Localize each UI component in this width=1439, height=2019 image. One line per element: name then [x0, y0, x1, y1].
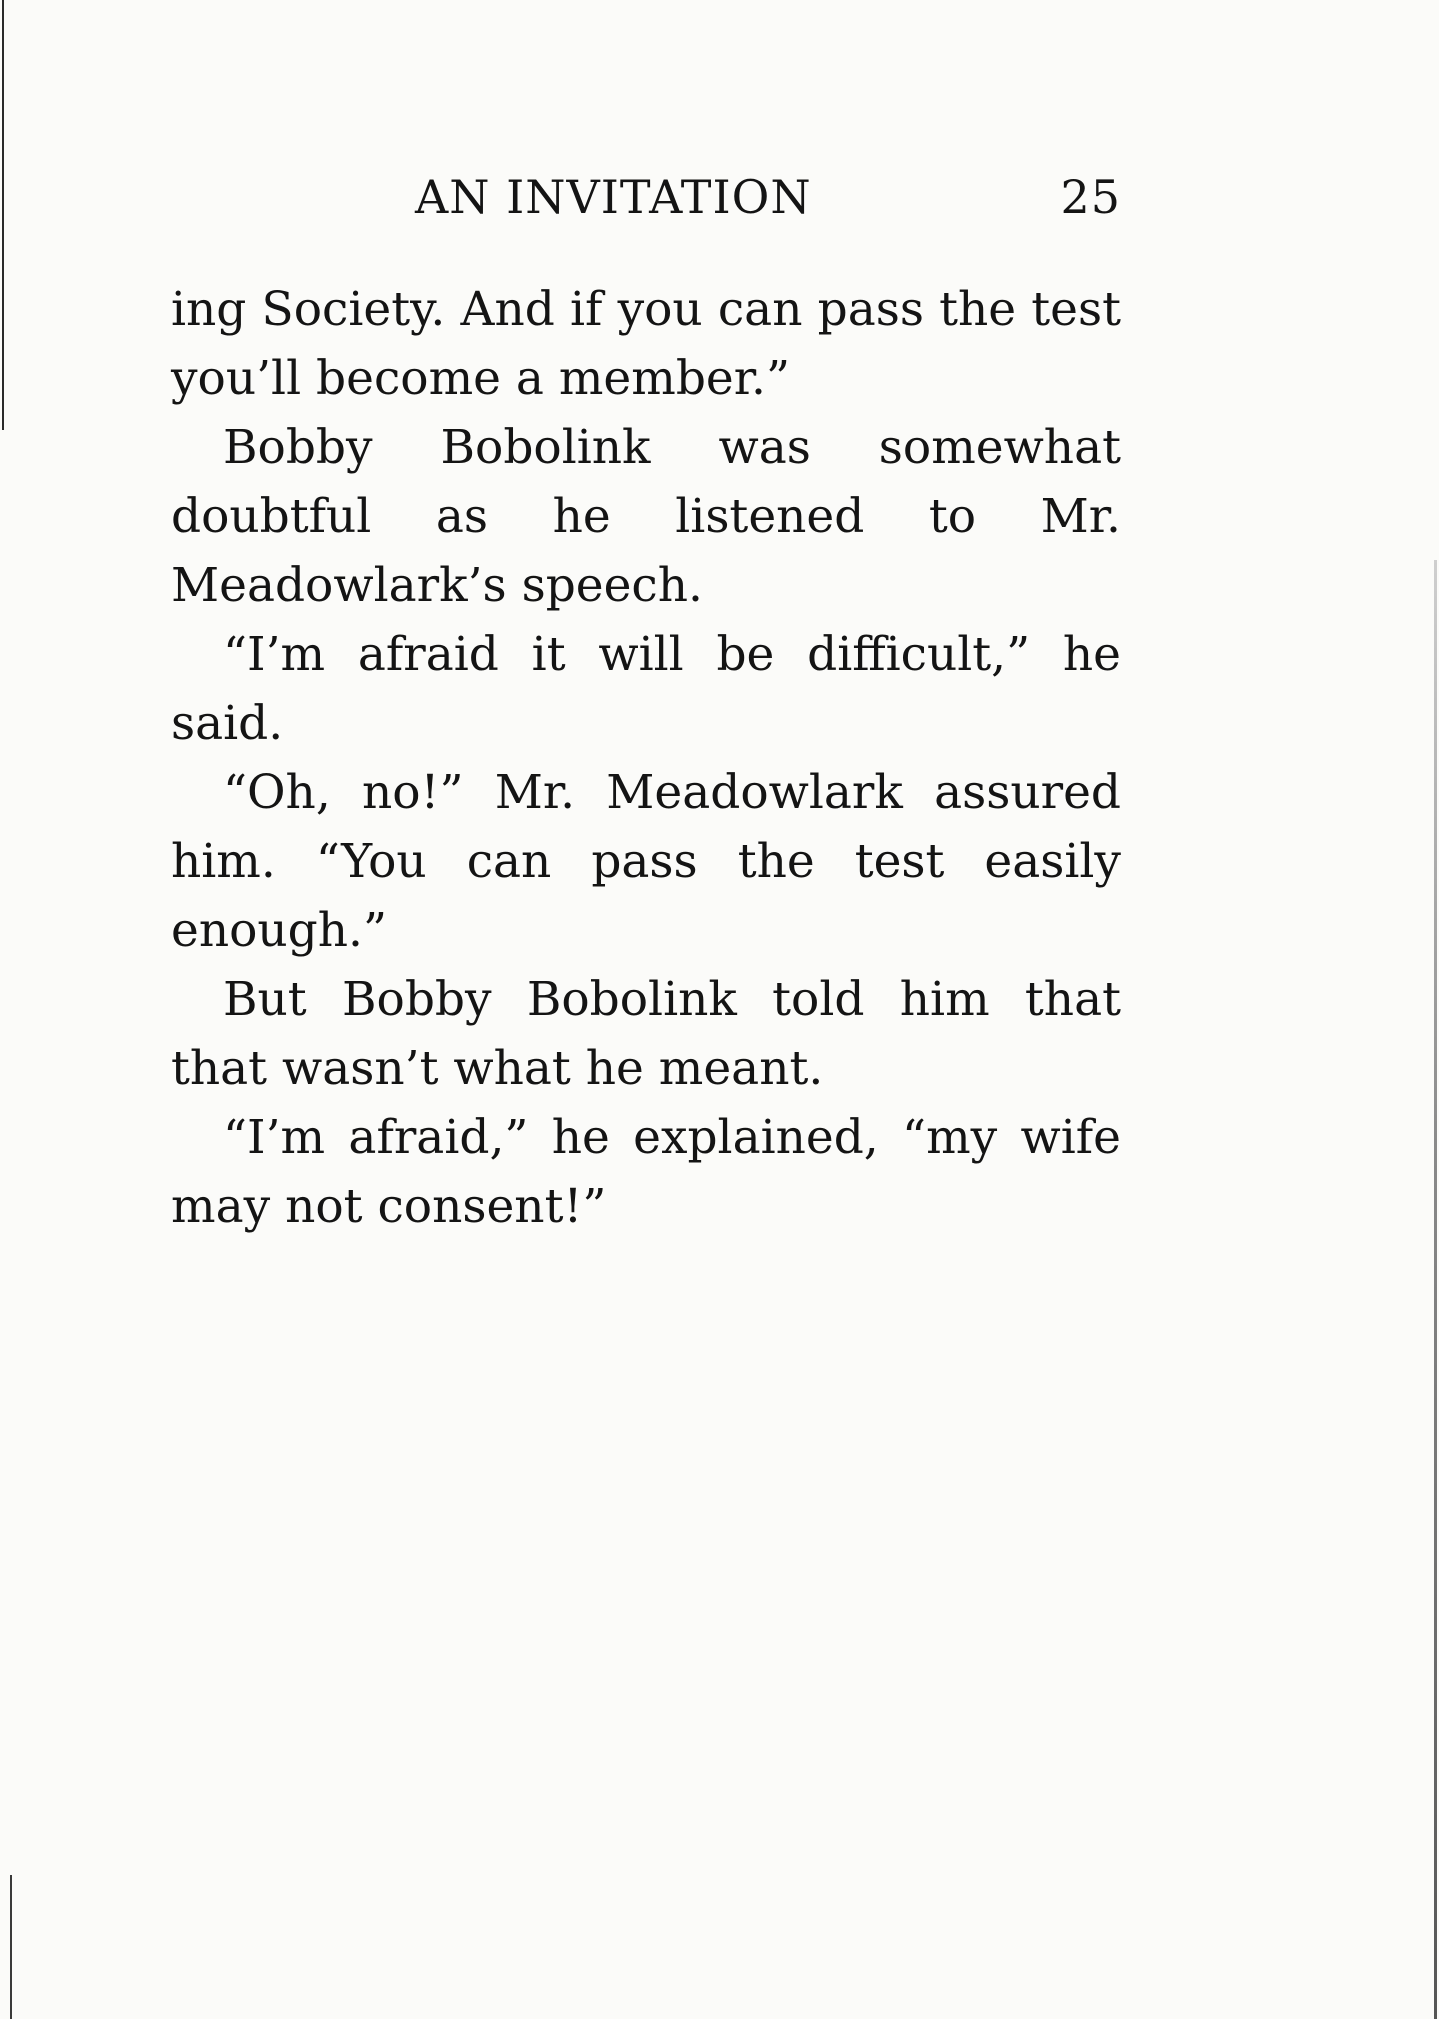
running-head	[171, 170, 1121, 230]
page-edge-shadow-left-bottom	[10, 1875, 12, 2019]
chapter-title: AN INVITATION	[415, 170, 812, 224]
paragraph: “Oh, no!” Mr. Meadowlark assured him. “You can pass the test easily enough.”	[171, 765, 1121, 958]
paragraph: “I’m afraid it will be difficult,” he said.	[171, 627, 1121, 751]
page-number: 25	[1060, 170, 1121, 224]
page-edge-shadow-left	[2, 0, 4, 430]
paragraph: Bobby Bobolink was somewhat doubtful as he listened to Mr. Meadowlark’s speech.	[171, 420, 1121, 613]
page-edge-shadow-right	[1434, 560, 1437, 2019]
paragraph: ing Society. And if you can pass the test you’ll become a member.”	[171, 282, 1121, 406]
paragraph: “I’m afraid,” he explained, “my wife may not consent!”	[171, 1110, 1121, 1234]
body-text	[171, 275, 1121, 1241]
paragraph: But Bobby Bobolink told him that that wasn’t what he meant.	[171, 972, 1121, 1096]
